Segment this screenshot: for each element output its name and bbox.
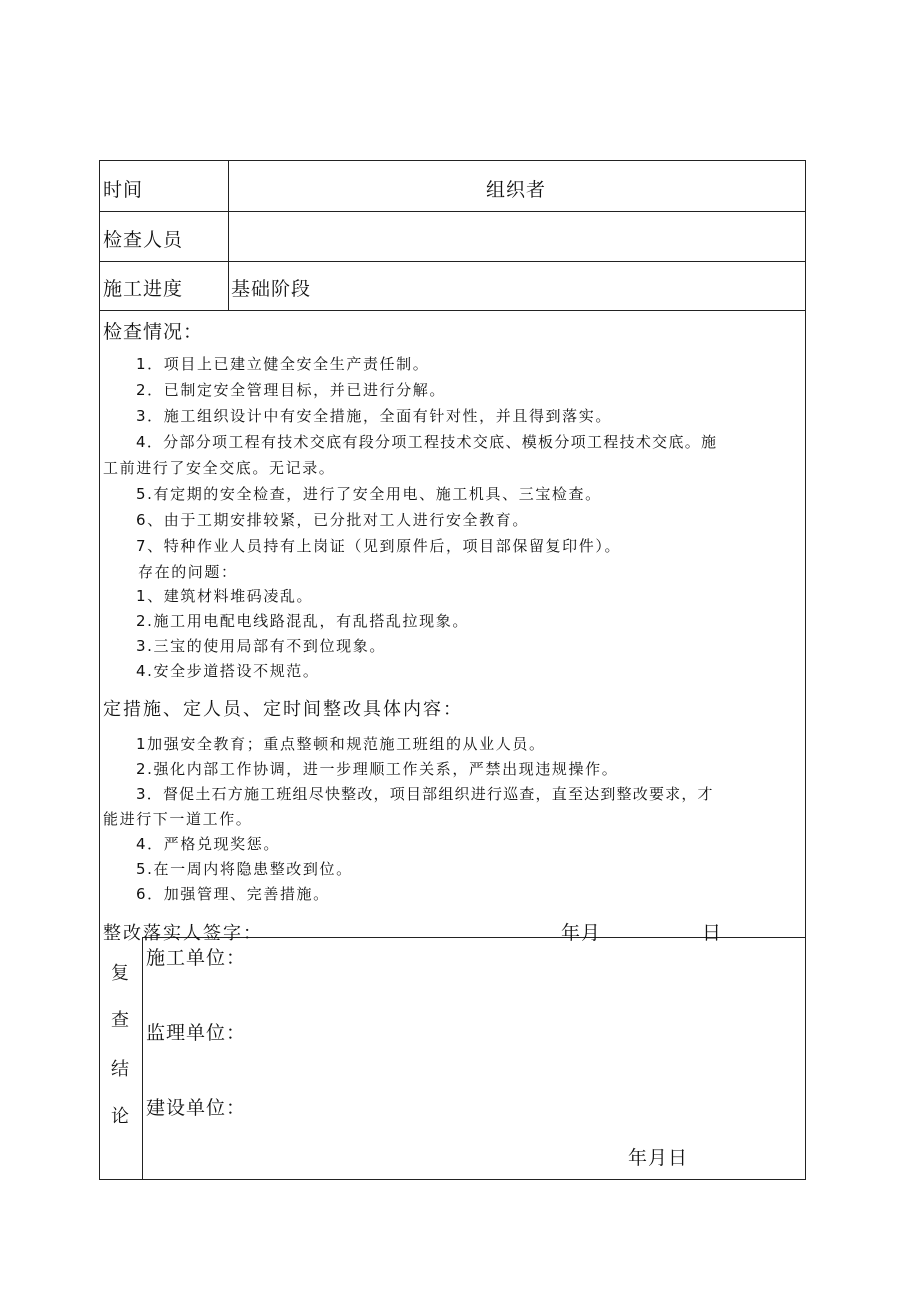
review-side-char: 结 — [111, 1059, 129, 1080]
signature-date-day: 日 — [702, 922, 723, 944]
list-item: 3.三宝的使用局部有不到位现象。 — [136, 637, 386, 655]
column-divider — [228, 161, 229, 310]
rectification-title: 定措施、定人员、定时间整改具体内容： — [103, 699, 463, 720]
column-divider — [142, 937, 143, 1179]
list-item: 工前进行了安全交底。无记录。 — [103, 459, 336, 477]
progress-label: 施工进度 — [103, 278, 184, 300]
supervision-unit-label: 监理单位： — [146, 1022, 247, 1044]
list-item: 1、建筑材料堆码凌乱。 — [136, 587, 314, 605]
organizer-label: 组织者 — [486, 179, 547, 201]
list-item: 5.有定期的安全检查，进行了安全用电、施工机具、三宝检查。 — [136, 485, 602, 503]
list-item: 6、由于工期安排较紧，已分批对工人进行安全教育。 — [136, 511, 529, 529]
list-item: 3．督促土石方施工班组尽快整改，项目部组织进行巡查，直至达到整改要求，才 — [136, 785, 714, 803]
list-item: 1加强安全教育；重点整顿和规范施工班组的从业人员。 — [136, 735, 546, 753]
list-item: 2.施工用电配电线路混乱，有乱搭乱拉现象。 — [136, 612, 469, 630]
time-label: 时间 — [103, 179, 144, 201]
progress-value: 基础阶段 — [231, 278, 312, 300]
list-item: 3．施工组织设计中有安全措施，全面有针对性，并且得到落实。 — [136, 407, 612, 425]
row-divider — [100, 310, 805, 311]
owner-unit-label: 建设单位： — [146, 1097, 247, 1119]
review-date: 年月日 — [628, 1147, 689, 1169]
inspector-label: 检查人员 — [103, 229, 184, 251]
signature-label: 整改落实人签字： — [103, 923, 263, 944]
problems-subtitle: 存在的问题： — [138, 563, 238, 581]
list-item: 4．严格兑现奖惩。 — [136, 835, 280, 853]
list-item: 1．项目上已建立健全安全生产责任制。 — [136, 355, 430, 373]
list-item: 5.在一周内将隐患整改到位。 — [136, 860, 353, 878]
review-side-char: 复 — [111, 963, 129, 984]
inspection-title: 检查情况： — [103, 321, 204, 343]
list-item: 7、特种作业人员持有上岗证（见到原件后，项目部保留复印件）。 — [136, 537, 622, 555]
row-divider — [100, 261, 805, 262]
list-item: 6．加强管理、完善措施。 — [136, 885, 330, 903]
list-item: 4．分部分项工程有技术交底有段分项工程技术交底、模板分项工程技术交底。施 — [136, 433, 718, 451]
list-item: 4.安全步道搭设不规范。 — [136, 662, 320, 680]
list-item: 能进行下一道工作。 — [103, 810, 253, 828]
construction-unit-label: 施工单位： — [146, 947, 247, 969]
review-side-char: 查 — [111, 1010, 129, 1031]
row-divider — [100, 211, 805, 212]
signature-date-year-month: 年月 — [561, 922, 602, 944]
review-side-char: 论 — [111, 1106, 129, 1127]
list-item: 2．已制定安全管理目标，并已进行分解。 — [136, 381, 446, 399]
inspection-form — [99, 160, 806, 1180]
list-item: 2.强化内部工作协调，进一步理顺工作关系，严禁出现违规操作。 — [136, 760, 619, 778]
